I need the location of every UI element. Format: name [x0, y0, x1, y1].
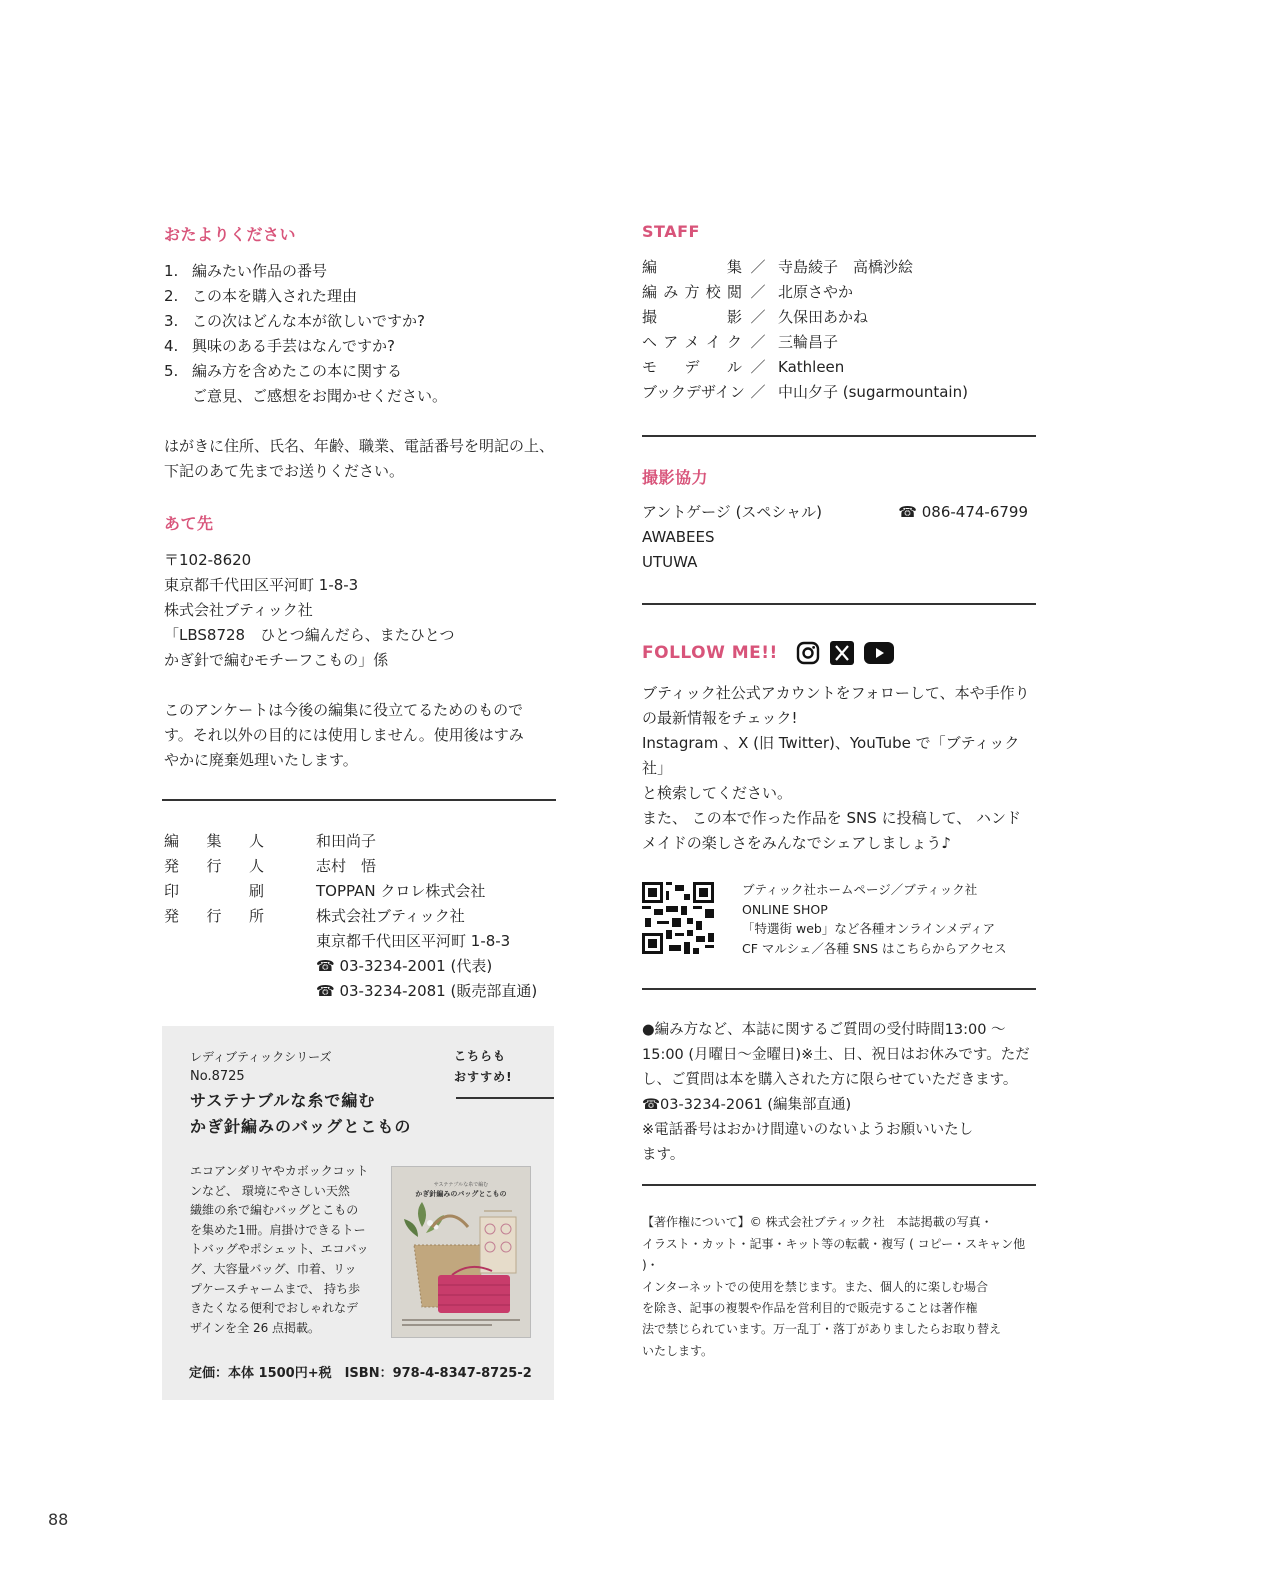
postcard-note-line: はがきに住所、氏名、年齢、職業、電話番号を明記の上、	[164, 437, 555, 455]
question-number: 5.	[164, 362, 179, 380]
instagram-icon[interactable]	[796, 641, 820, 665]
book-title	[190, 1088, 411, 1140]
staff-heading: STAFF	[642, 222, 700, 241]
book-title-line: サステナブルな糸で編む	[190, 1091, 376, 1110]
publisher-value: 和田尚子	[316, 832, 377, 850]
letter-heading: おたよりください	[164, 225, 297, 244]
follow-line: ブティック社公式アカウントをフォローして、本や手作り	[642, 684, 1030, 702]
slash-separator: ／	[750, 283, 766, 301]
right-column	[642, 222, 1036, 1362]
x-twitter-icon[interactable]	[830, 641, 854, 665]
address-line: 株式会社ブティック社	[164, 601, 313, 619]
question-item-continued	[164, 384, 556, 409]
staff-role: 撮 影	[642, 308, 742, 326]
postcard-note	[164, 434, 556, 484]
question-number: 1.	[164, 262, 179, 280]
question-number: 3.	[164, 312, 179, 330]
publisher-phone: ☎ 03-3234-2001 (代表)	[316, 957, 493, 975]
coop-row	[642, 525, 1036, 550]
publisher-row	[164, 854, 556, 879]
inquiry-line: ※電話番号はおかけ間違いのないようお願いいたし	[642, 1122, 974, 1139]
publisher-extra	[164, 929, 556, 1004]
question-text: 編みたい作品の番号	[192, 262, 328, 280]
publisher-info	[164, 829, 556, 1004]
copyright-line: 法で禁じられています。万一乱丁・落丁がありましたらお取り替え	[642, 1322, 1002, 1337]
description-line: エコアンダリヤやカボックコット	[190, 1164, 369, 1178]
question-text: ご意見、ご感想をお聞かせください。	[192, 387, 448, 405]
book-number: No.8725	[190, 1069, 245, 1084]
address-block	[164, 548, 556, 673]
staff-name: Kathleen	[778, 358, 845, 376]
qr-code-icon[interactable]	[642, 882, 714, 954]
publisher-row	[164, 904, 556, 929]
question-text: この本を購入された理由	[192, 287, 358, 305]
question-item	[164, 284, 556, 309]
follow-header	[642, 641, 1036, 665]
recommend-badge	[454, 1046, 513, 1088]
question-text: 編み方を含めたこの本に関する	[192, 362, 403, 380]
social-icons	[796, 641, 894, 665]
postcard-note-line: 下記のあて先までお送りください。	[164, 462, 405, 480]
staff-name: 北原さやか	[778, 283, 854, 301]
inquiry-line: し、ご質問は本を購入された方に限らせていただきます。	[642, 1072, 1018, 1089]
staff-role: モ デ ル	[642, 358, 742, 376]
staff-role: ブックデザイン	[642, 383, 745, 401]
staff-row	[642, 330, 1036, 355]
series-name: レディブティックシリーズ	[190, 1050, 332, 1064]
qr-description	[742, 880, 1007, 958]
publisher-value: 株式会社ブティック社	[316, 907, 465, 925]
coop-row	[642, 550, 1036, 575]
staff-row	[642, 355, 1036, 380]
question-text: この次はどんな本が欲しいですか?	[192, 312, 425, 330]
coop-heading: 撮影協力	[642, 468, 709, 487]
publisher-role: 発 行 人	[164, 857, 264, 875]
inquiry-info	[642, 1018, 1036, 1168]
divider	[642, 988, 1036, 990]
staff-name: 三輪昌子	[778, 333, 839, 351]
coop-name: アントゲージ (スペシャル)	[642, 503, 822, 521]
divider	[642, 435, 1036, 437]
publisher-address: 東京都千代田区平河町 1-8-3	[316, 932, 511, 950]
staff-row	[642, 380, 1036, 405]
follow-line: また、 この本で作った作品を SNS に投稿して、 ハンド	[642, 809, 1022, 827]
bags-illustration	[392, 1167, 530, 1337]
badge-line: おすすめ!	[454, 1070, 513, 1084]
book-cover-image	[391, 1166, 531, 1338]
publisher-row	[164, 829, 556, 854]
publisher-phone: ☎ 03-3234-2081 (販売部直通)	[316, 982, 538, 1000]
description-line: プケースチャームまで、 持ち歩	[190, 1281, 361, 1296]
slash-separator: ／	[750, 258, 766, 276]
copyright-line: インターネットでの使用を禁じます。また、個人的に楽しむ場合	[642, 1279, 988, 1294]
privacy-line: やかに廃棄処理いたします。	[164, 751, 358, 769]
book-description	[190, 1162, 380, 1338]
follow-line: メイドの楽しさをみんなでシェアしましょう♪	[642, 834, 951, 852]
divider	[642, 603, 1036, 605]
left-column	[164, 222, 556, 1004]
question-item	[164, 334, 556, 359]
description-line: ンなど、 環境にやさしい天然	[190, 1183, 350, 1198]
question-item	[164, 259, 556, 284]
question-item	[164, 359, 556, 384]
coop-row	[642, 500, 1028, 525]
staff-role: ヘ ア メ イ ク	[642, 333, 742, 351]
coop-name: UTUWA	[642, 553, 698, 571]
description-line: グ、大容量バッグ、巾着、リッ	[190, 1261, 357, 1276]
staff-row	[642, 305, 1036, 330]
publisher-role: 印 刷	[164, 882, 264, 900]
page-number: 88	[48, 1510, 69, 1529]
inquiry-line: 15:00 (月曜日〜金曜日)※土、日、祝日はお休みです。ただ	[642, 1047, 1030, 1064]
follow-text	[642, 681, 1036, 856]
cover-subtitle: サステナブルな糸で編む	[433, 1182, 489, 1188]
staff-list	[642, 255, 1036, 405]
copyright-line: イラスト・カット・記事・キット等の転載・複写 ( コピー・スキャン他 )・	[642, 1236, 1026, 1273]
slash-separator: ／	[750, 383, 766, 401]
description-line: 繊維の糸で編むバッグとこもの	[190, 1203, 359, 1218]
divider	[642, 1184, 1036, 1186]
cover-title: かぎ針編みのバッグとこもの	[415, 1190, 507, 1198]
question-item	[164, 309, 556, 334]
inquiry-line: ☎03-3234-2061 (編集部直通)	[642, 1097, 852, 1114]
staff-role: 編 み 方 校 閲	[642, 283, 742, 301]
description-line: を集めた1冊。肩掛けできるトー	[190, 1222, 366, 1237]
qr-line: 「特選街 web」など各種オンラインメディア	[742, 921, 996, 937]
description-line: トバッグやポシェット、エコバッ	[190, 1242, 369, 1257]
qr-line: ONLINE SHOP	[742, 901, 828, 917]
qr-line: ブティック社ホームページ／ブティック社	[742, 882, 978, 897]
recommended-book-box	[162, 1026, 554, 1400]
badge-underline	[456, 1097, 554, 1099]
price-isbn: 定価：本体 1500円+税 ISBN：978-4-8347-8725-2	[189, 1366, 532, 1381]
staff-row	[642, 255, 1036, 280]
copyright-line: いたします。	[642, 1343, 714, 1358]
publisher-role: 編 集 人	[164, 832, 264, 850]
divider	[162, 799, 556, 801]
address-heading: あて先	[164, 514, 214, 533]
copyright-notice	[642, 1212, 1036, 1362]
coop-phone: ☎ 086-474-6799	[898, 503, 1028, 521]
privacy-line: す。それ以外の目的には使用しません。使用後はすみ	[164, 726, 524, 744]
staff-row	[642, 280, 1036, 305]
staff-name: 寺島綾子 高橋沙絵	[778, 258, 914, 276]
address-line: かぎ針で編むモチーフこもの」係	[164, 651, 389, 669]
privacy-line: このアンケートは今後の編集に役立てるためのもので	[164, 701, 524, 719]
privacy-note	[164, 698, 556, 773]
slash-separator: ／	[750, 308, 766, 326]
address-line: 「LBS8728 ひとつ編んだら、またひとつ	[164, 626, 455, 644]
book-title-line: かぎ針編みのバッグとこもの	[190, 1117, 412, 1136]
follow-line: と検索してください。	[642, 784, 793, 802]
coop-list	[642, 500, 1036, 575]
staff-name: 中山夕子 (sugarmountain)	[778, 383, 968, 401]
address-line: 〒102-8620	[164, 551, 252, 569]
inquiry-line: ●編み方など、本誌に関するご質問の受付時間13:00 〜	[642, 1022, 1006, 1039]
publisher-value: 志村 悟	[316, 857, 377, 875]
question-number: 2.	[164, 287, 179, 305]
question-number: 4.	[164, 337, 179, 355]
slash-separator: ／	[750, 333, 766, 351]
publisher-role: 発 行 所	[164, 907, 264, 925]
inquiry-line: ます。	[642, 1147, 685, 1164]
publisher-value: TOPPAN クロレ株式会社	[316, 882, 486, 900]
question-text: 興味のある手芸はなんですか?	[192, 337, 395, 355]
qr-section	[642, 882, 1036, 958]
qr-line: CF マルシェ／各種 SNS はこちらからアクセス	[742, 940, 1007, 956]
copyright-line: を除き、記事の複製や作品を営利目的で販売することは著作権	[642, 1301, 978, 1315]
copyright-line: 【著作権について】© 株式会社ブティック社 本誌掲載の写真・	[642, 1215, 993, 1230]
slash-separator: ／	[750, 358, 766, 376]
staff-role: 編 集	[642, 258, 742, 276]
description-line: きたくなる便利でおしゃれなデ	[190, 1301, 359, 1316]
badge-line: こちらも	[454, 1049, 507, 1063]
description-line: ザインを全 26 点掲載。	[190, 1320, 321, 1335]
follow-line: の最新情報をチェック!	[642, 709, 798, 727]
address-line: 東京都千代田区平河町 1-8-3	[164, 576, 359, 594]
youtube-icon[interactable]	[864, 642, 894, 664]
question-list	[164, 259, 556, 409]
follow-heading: FOLLOW ME!!	[642, 643, 778, 663]
publisher-row	[164, 879, 556, 904]
staff-name: 久保田あかね	[778, 308, 869, 326]
coop-name: AWABEES	[642, 528, 715, 546]
follow-line: Instagram 、X (旧 Twitter)、YouTube で「ブティック社」	[642, 734, 1020, 777]
